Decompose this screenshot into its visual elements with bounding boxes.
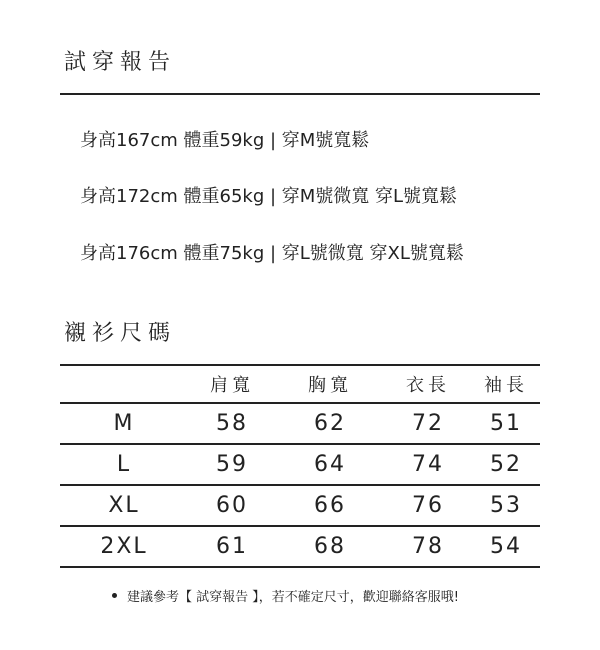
- table-row: [60, 444, 540, 485]
- header-chest: 胸寬: [276, 365, 384, 403]
- sleeve-value: 53: [472, 485, 540, 526]
- sleeve-value: 51: [490, 411, 522, 436]
- sleeve-value: 54: [472, 526, 540, 567]
- shoulder-value: 59: [188, 444, 276, 485]
- shoulder-value: 58: [216, 411, 248, 436]
- table-row: [60, 526, 540, 567]
- size-label: M: [113, 411, 135, 436]
- size-note-text: 建議參考【 試穿報告 】，若不確定尺寸，歡迎聯絡客服哦!: [127, 590, 459, 605]
- size-label: XL: [60, 485, 188, 526]
- table-row: [60, 485, 540, 526]
- chest-value: 68: [276, 526, 384, 567]
- header-length: 衣長: [384, 365, 472, 403]
- fit-report-divider: [60, 93, 540, 95]
- header-size: [60, 365, 188, 403]
- size-note: [112, 586, 459, 605]
- size-table-header: [60, 365, 540, 403]
- fit-report-row: 身高167cm 體重59kg | 穿M號寬鬆: [80, 130, 370, 151]
- header-sleeve: 袖長: [472, 365, 540, 403]
- length-value: 76: [384, 485, 472, 526]
- sleeve-value: 52: [472, 444, 540, 485]
- header-shoulder: 肩寬: [188, 365, 276, 403]
- shoulder-value: 61: [188, 526, 276, 567]
- length-value: 74: [384, 444, 472, 485]
- length-value: 78: [384, 526, 472, 567]
- chest-value: 64: [276, 444, 384, 485]
- fit-report-row: 身高172cm 體重65kg | 穿M號微寬 穿L號寬鬆: [80, 186, 458, 207]
- chest-value: 62: [314, 411, 346, 436]
- size-label: L: [60, 444, 188, 485]
- size-label: 2XL: [60, 526, 188, 567]
- fit-report-title: 試穿報告: [64, 50, 177, 75]
- table-row: [60, 403, 540, 444]
- length-value: 72: [412, 411, 444, 436]
- shoulder-value: 60: [188, 485, 276, 526]
- fit-report-row: 身高176cm 體重75kg | 穿L號微寬 穿XL號寬鬆: [80, 243, 464, 264]
- bullet-icon: [112, 593, 117, 598]
- size-chart-title: 襯衫尺碼: [64, 321, 177, 346]
- chest-value: 66: [276, 485, 384, 526]
- size-table: [60, 364, 540, 568]
